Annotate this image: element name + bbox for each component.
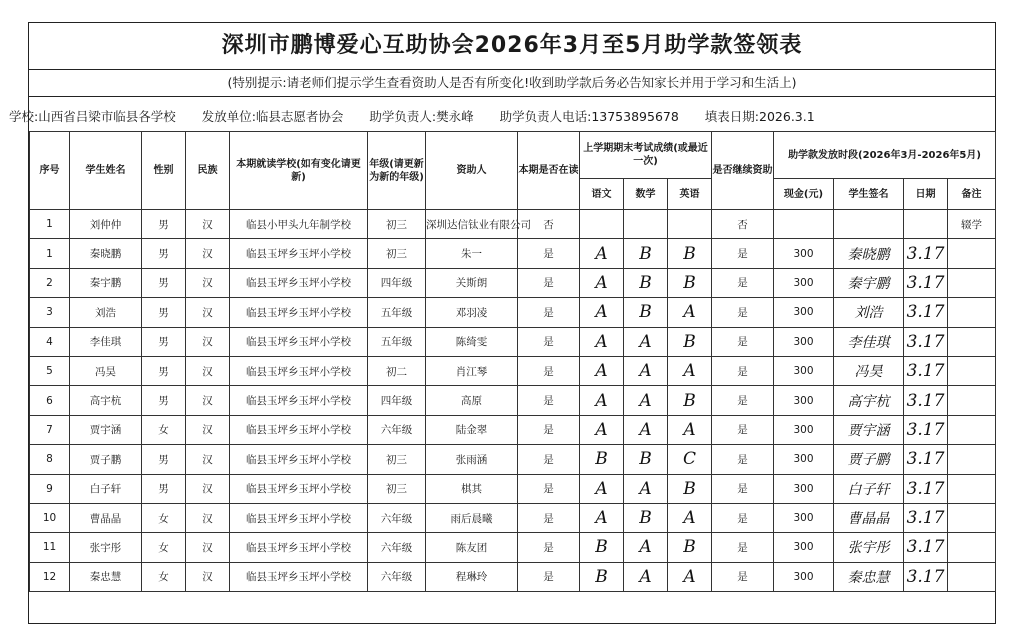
table-row bbox=[30, 562, 996, 591]
ethnicity: 汉 bbox=[186, 210, 230, 239]
ethnicity: 汉 bbox=[186, 239, 230, 268]
student-signature: 白子轩 bbox=[834, 474, 904, 503]
header-paydate: 日期 bbox=[904, 179, 948, 210]
school: 临县玉坪乡玉坪小学校 bbox=[230, 445, 368, 474]
remark bbox=[948, 562, 996, 591]
table-row bbox=[30, 415, 996, 444]
score-math bbox=[624, 210, 668, 239]
student-name: 冯昊 bbox=[70, 356, 142, 385]
table-row bbox=[30, 268, 996, 297]
grade: 初三 bbox=[368, 474, 426, 503]
score-english: B bbox=[668, 386, 712, 415]
header-signature: 学生签名 bbox=[834, 179, 904, 210]
remark bbox=[948, 239, 996, 268]
score-english bbox=[668, 210, 712, 239]
student-name: 刘浩 bbox=[70, 298, 142, 327]
row-number: 9 bbox=[30, 474, 70, 503]
remark: 辍学 bbox=[948, 210, 996, 239]
continue-aid: 是 bbox=[712, 474, 774, 503]
enrolled: 是 bbox=[518, 356, 580, 385]
row-number: 2 bbox=[30, 268, 70, 297]
remark bbox=[948, 503, 996, 532]
enrolled: 是 bbox=[518, 533, 580, 562]
school: 临县玉坪乡玉坪小学校 bbox=[230, 356, 368, 385]
score-chinese: A bbox=[580, 474, 624, 503]
row-number: 1 bbox=[30, 210, 70, 239]
gender: 女 bbox=[142, 533, 186, 562]
remark bbox=[948, 533, 996, 562]
enrolled: 是 bbox=[518, 327, 580, 356]
pay-date: 3.17 bbox=[904, 562, 948, 591]
table-row bbox=[30, 210, 996, 239]
student-name: 白子轩 bbox=[70, 474, 142, 503]
enrolled: 是 bbox=[518, 298, 580, 327]
student-signature: 张宇彤 bbox=[834, 533, 904, 562]
row-number: 6 bbox=[30, 386, 70, 415]
table-row bbox=[30, 445, 996, 474]
score-math: B bbox=[624, 298, 668, 327]
row-number: 12 bbox=[30, 562, 70, 591]
sponsor: 肖江琴 bbox=[426, 356, 518, 385]
school: 临县玉坪乡玉坪小学校 bbox=[230, 298, 368, 327]
cash-amount: 300 bbox=[774, 503, 834, 532]
gender: 女 bbox=[142, 415, 186, 444]
school: 临县玉坪乡玉坪小学校 bbox=[230, 386, 368, 415]
remark bbox=[948, 474, 996, 503]
sponsor: 棋其 bbox=[426, 474, 518, 503]
score-chinese: A bbox=[580, 356, 624, 385]
row-number: 5 bbox=[30, 356, 70, 385]
continue-aid: 是 bbox=[712, 533, 774, 562]
score-math: B bbox=[624, 503, 668, 532]
grade: 六年级 bbox=[368, 562, 426, 591]
ethnicity: 汉 bbox=[186, 327, 230, 356]
continue-aid: 是 bbox=[712, 239, 774, 268]
header-enrolled: 本期是否在读 bbox=[518, 132, 580, 210]
header-cash: 现金(元) bbox=[774, 179, 834, 210]
school: 临县玉坪乡玉坪小学校 bbox=[230, 327, 368, 356]
continue-aid: 是 bbox=[712, 386, 774, 415]
school: 临县玉坪乡玉坪小学校 bbox=[230, 503, 368, 532]
score-math: A bbox=[624, 562, 668, 591]
school: 临县玉坪乡玉坪小学校 bbox=[230, 415, 368, 444]
special-notice: (特别提示:请老师们提示学生查看资助人是否有所变化!收到助学款后务必告知家长并用于学习和生活上) bbox=[29, 70, 995, 97]
cash-amount: 300 bbox=[774, 562, 834, 591]
school: 临县玉坪乡玉坪小学校 bbox=[230, 474, 368, 503]
enrolled: 否 bbox=[518, 210, 580, 239]
score-chinese: A bbox=[580, 415, 624, 444]
score-chinese: B bbox=[580, 533, 624, 562]
enrolled: 是 bbox=[518, 239, 580, 268]
row-number: 4 bbox=[30, 327, 70, 356]
score-english: B bbox=[668, 239, 712, 268]
sponsor: 关斯朗 bbox=[426, 268, 518, 297]
remark bbox=[948, 415, 996, 444]
pay-date: 3.17 bbox=[904, 356, 948, 385]
continue-aid: 是 bbox=[712, 298, 774, 327]
enrolled: 是 bbox=[518, 268, 580, 297]
score-math: B bbox=[624, 239, 668, 268]
student-name: 秦宇鹏 bbox=[70, 268, 142, 297]
pay-date: 3.17 bbox=[904, 298, 948, 327]
gender: 男 bbox=[142, 474, 186, 503]
continue-aid: 是 bbox=[712, 503, 774, 532]
table-row bbox=[30, 503, 996, 532]
remark bbox=[948, 327, 996, 356]
info-line bbox=[3, 107, 1023, 127]
gender: 男 bbox=[142, 268, 186, 297]
pay-date: 3.17 bbox=[904, 268, 948, 297]
score-english: B bbox=[668, 327, 712, 356]
info-manager: 助学负责人:樊永峰 bbox=[369, 109, 474, 124]
score-chinese: A bbox=[580, 239, 624, 268]
ethnicity: 汉 bbox=[186, 268, 230, 297]
score-chinese: A bbox=[580, 386, 624, 415]
gender: 女 bbox=[142, 503, 186, 532]
student-signature: 秦忠慧 bbox=[834, 562, 904, 591]
table-row bbox=[30, 356, 996, 385]
pay-date: 3.17 bbox=[904, 239, 948, 268]
row-number: 7 bbox=[30, 415, 70, 444]
cash-amount: 300 bbox=[774, 356, 834, 385]
row-number: 3 bbox=[30, 298, 70, 327]
score-math: B bbox=[624, 445, 668, 474]
score-chinese: A bbox=[580, 503, 624, 532]
cash-amount: 300 bbox=[774, 533, 834, 562]
sponsor: 程琳玲 bbox=[426, 562, 518, 591]
sheet-title: 深圳市鹏博爱心互助协会2026年3月至5月助学款签领表 bbox=[29, 23, 995, 70]
enrolled: 是 bbox=[518, 415, 580, 444]
gender: 男 bbox=[142, 327, 186, 356]
continue-aid: 否 bbox=[712, 210, 774, 239]
table-row bbox=[30, 239, 996, 268]
cash-amount: 300 bbox=[774, 415, 834, 444]
header-scores: 上学期期末考试成绩(或最近一次) bbox=[580, 132, 712, 179]
sponsor: 朱一 bbox=[426, 239, 518, 268]
table-row bbox=[30, 327, 996, 356]
score-english: A bbox=[668, 298, 712, 327]
student-signature: 高宇杭 bbox=[834, 386, 904, 415]
gender: 男 bbox=[142, 386, 186, 415]
header-continue: 是否继续资助 bbox=[712, 132, 774, 210]
pay-date: 3.17 bbox=[904, 474, 948, 503]
student-name: 秦忠慧 bbox=[70, 562, 142, 591]
remark bbox=[948, 386, 996, 415]
enrolled: 是 bbox=[518, 474, 580, 503]
grade: 六年级 bbox=[368, 503, 426, 532]
continue-aid: 是 bbox=[712, 415, 774, 444]
continue-aid: 是 bbox=[712, 268, 774, 297]
student-signature: 冯昊 bbox=[834, 356, 904, 385]
enrolled: 是 bbox=[518, 445, 580, 474]
score-math: A bbox=[624, 474, 668, 503]
table-row bbox=[30, 474, 996, 503]
ethnicity: 汉 bbox=[186, 386, 230, 415]
score-english: A bbox=[668, 356, 712, 385]
table-row bbox=[30, 533, 996, 562]
score-english: A bbox=[668, 503, 712, 532]
score-english: B bbox=[668, 474, 712, 503]
school: 临县玉坪乡玉坪小学校 bbox=[230, 239, 368, 268]
cash-amount: 300 bbox=[774, 298, 834, 327]
header-grade: 年级(请更新为新的年级) bbox=[368, 132, 426, 210]
info-school: 学校:山西省吕梁市临县各学校 bbox=[9, 109, 176, 124]
student-name: 贾宇涵 bbox=[70, 415, 142, 444]
school: 临县玉坪乡玉坪小学校 bbox=[230, 268, 368, 297]
grade: 五年级 bbox=[368, 327, 426, 356]
aid-signature-sheet bbox=[9, 22, 996, 624]
row-number: 8 bbox=[30, 445, 70, 474]
pay-date: 3.17 bbox=[904, 533, 948, 562]
school: 临县小甲头九年制学校 bbox=[230, 210, 368, 239]
sponsor: 深圳达信钛业有限公司 bbox=[426, 210, 518, 239]
score-english: A bbox=[668, 415, 712, 444]
score-math: A bbox=[624, 327, 668, 356]
header-name: 学生姓名 bbox=[70, 132, 142, 210]
remark bbox=[948, 445, 996, 474]
score-english: B bbox=[668, 533, 712, 562]
school: 临县玉坪乡玉坪小学校 bbox=[230, 533, 368, 562]
cash-amount: 300 bbox=[774, 327, 834, 356]
ethnicity: 汉 bbox=[186, 533, 230, 562]
grade: 六年级 bbox=[368, 533, 426, 562]
ethnicity: 汉 bbox=[186, 356, 230, 385]
student-signature: 曹晶晶 bbox=[834, 503, 904, 532]
pay-date: 3.17 bbox=[904, 386, 948, 415]
student-signature bbox=[834, 210, 904, 239]
gender: 男 bbox=[142, 239, 186, 268]
sponsor: 陆金翠 bbox=[426, 415, 518, 444]
row-number: 11 bbox=[30, 533, 70, 562]
enrolled: 是 bbox=[518, 386, 580, 415]
pay-date: 3.17 bbox=[904, 327, 948, 356]
sponsor: 陈友团 bbox=[426, 533, 518, 562]
ethnicity: 汉 bbox=[186, 298, 230, 327]
cash-amount: 300 bbox=[774, 445, 834, 474]
student-name: 曹晶晶 bbox=[70, 503, 142, 532]
student-name: 李佳琪 bbox=[70, 327, 142, 356]
header-no: 序号 bbox=[30, 132, 70, 210]
row-number: 1 bbox=[30, 239, 70, 268]
sponsor: 邓羽凌 bbox=[426, 298, 518, 327]
ethnicity: 汉 bbox=[186, 445, 230, 474]
header-sponsor: 资助人 bbox=[426, 132, 518, 210]
grade: 四年级 bbox=[368, 386, 426, 415]
score-math: A bbox=[624, 386, 668, 415]
score-chinese: A bbox=[580, 268, 624, 297]
info-issuer: 发放单位:临县志愿者协会 bbox=[201, 109, 344, 124]
cash-amount: 300 bbox=[774, 239, 834, 268]
school: 临县玉坪乡玉坪小学校 bbox=[230, 562, 368, 591]
grade: 初二 bbox=[368, 356, 426, 385]
score-chinese: A bbox=[580, 298, 624, 327]
header-school: 本期就读学校(如有变化请更新) bbox=[230, 132, 368, 210]
row-number: 10 bbox=[30, 503, 70, 532]
student-signature: 秦晓鹏 bbox=[834, 239, 904, 268]
score-math: A bbox=[624, 415, 668, 444]
score-math: B bbox=[624, 268, 668, 297]
student-name: 秦晓鹏 bbox=[70, 239, 142, 268]
gender: 男 bbox=[142, 298, 186, 327]
gender: 女 bbox=[142, 562, 186, 591]
grade: 初三 bbox=[368, 210, 426, 239]
table-row bbox=[30, 386, 996, 415]
ethnicity: 汉 bbox=[186, 415, 230, 444]
student-signature: 贾宇涵 bbox=[834, 415, 904, 444]
info-phone: 助学负责人电话:13753895678 bbox=[499, 109, 679, 124]
continue-aid: 是 bbox=[712, 327, 774, 356]
cash-amount: 300 bbox=[774, 474, 834, 503]
cash-amount bbox=[774, 210, 834, 239]
score-math: A bbox=[624, 356, 668, 385]
sponsor: 张雨涵 bbox=[426, 445, 518, 474]
header-math: 数学 bbox=[624, 179, 668, 210]
score-chinese: A bbox=[580, 327, 624, 356]
sponsor: 高原 bbox=[426, 386, 518, 415]
pay-date: 3.17 bbox=[904, 415, 948, 444]
pay-date: 3.17 bbox=[904, 445, 948, 474]
header-english: 英语 bbox=[668, 179, 712, 210]
score-chinese bbox=[580, 210, 624, 239]
remark bbox=[948, 356, 996, 385]
header-remark: 备注 bbox=[948, 179, 996, 210]
enrolled: 是 bbox=[518, 562, 580, 591]
info-date: 填表日期:2026.3.1 bbox=[704, 109, 815, 124]
sponsor: 雨后晨曦 bbox=[426, 503, 518, 532]
score-chinese: B bbox=[580, 445, 624, 474]
student-name: 贾子鹏 bbox=[70, 445, 142, 474]
grade: 初三 bbox=[368, 239, 426, 268]
score-chinese: B bbox=[580, 562, 624, 591]
sponsor: 陈绮雯 bbox=[426, 327, 518, 356]
grade: 四年级 bbox=[368, 268, 426, 297]
table-body bbox=[30, 210, 996, 592]
remark bbox=[948, 298, 996, 327]
score-english: C bbox=[668, 445, 712, 474]
student-name: 张宇彤 bbox=[70, 533, 142, 562]
score-english: B bbox=[668, 268, 712, 297]
cash-amount: 300 bbox=[774, 386, 834, 415]
gender: 男 bbox=[142, 210, 186, 239]
header-chinese: 语文 bbox=[580, 179, 624, 210]
student-signature: 贾子鹏 bbox=[834, 445, 904, 474]
cash-amount: 300 bbox=[774, 268, 834, 297]
gender: 男 bbox=[142, 356, 186, 385]
student-name: 刘仲仲 bbox=[70, 210, 142, 239]
continue-aid: 是 bbox=[712, 562, 774, 591]
header-ethnicity: 民族 bbox=[186, 132, 230, 210]
remark bbox=[948, 268, 996, 297]
student-signature: 秦宇鹏 bbox=[834, 268, 904, 297]
continue-aid: 是 bbox=[712, 356, 774, 385]
grade: 六年级 bbox=[368, 415, 426, 444]
student-signature: 李佳琪 bbox=[834, 327, 904, 356]
ethnicity: 汉 bbox=[186, 474, 230, 503]
table-row bbox=[30, 298, 996, 327]
enrolled: 是 bbox=[518, 503, 580, 532]
header-payment: 助学款发放时段(2026年3月-2026年5月) bbox=[774, 132, 996, 179]
score-english: A bbox=[668, 562, 712, 591]
gender: 男 bbox=[142, 445, 186, 474]
aid-table bbox=[29, 131, 996, 592]
pay-date: 3.17 bbox=[904, 503, 948, 532]
ethnicity: 汉 bbox=[186, 503, 230, 532]
score-math: A bbox=[624, 533, 668, 562]
student-name: 高宇杭 bbox=[70, 386, 142, 415]
header-gender: 性别 bbox=[142, 132, 186, 210]
student-signature: 刘浩 bbox=[834, 298, 904, 327]
continue-aid: 是 bbox=[712, 445, 774, 474]
pay-date bbox=[904, 210, 948, 239]
ethnicity: 汉 bbox=[186, 562, 230, 591]
grade: 初三 bbox=[368, 445, 426, 474]
grade: 五年级 bbox=[368, 298, 426, 327]
